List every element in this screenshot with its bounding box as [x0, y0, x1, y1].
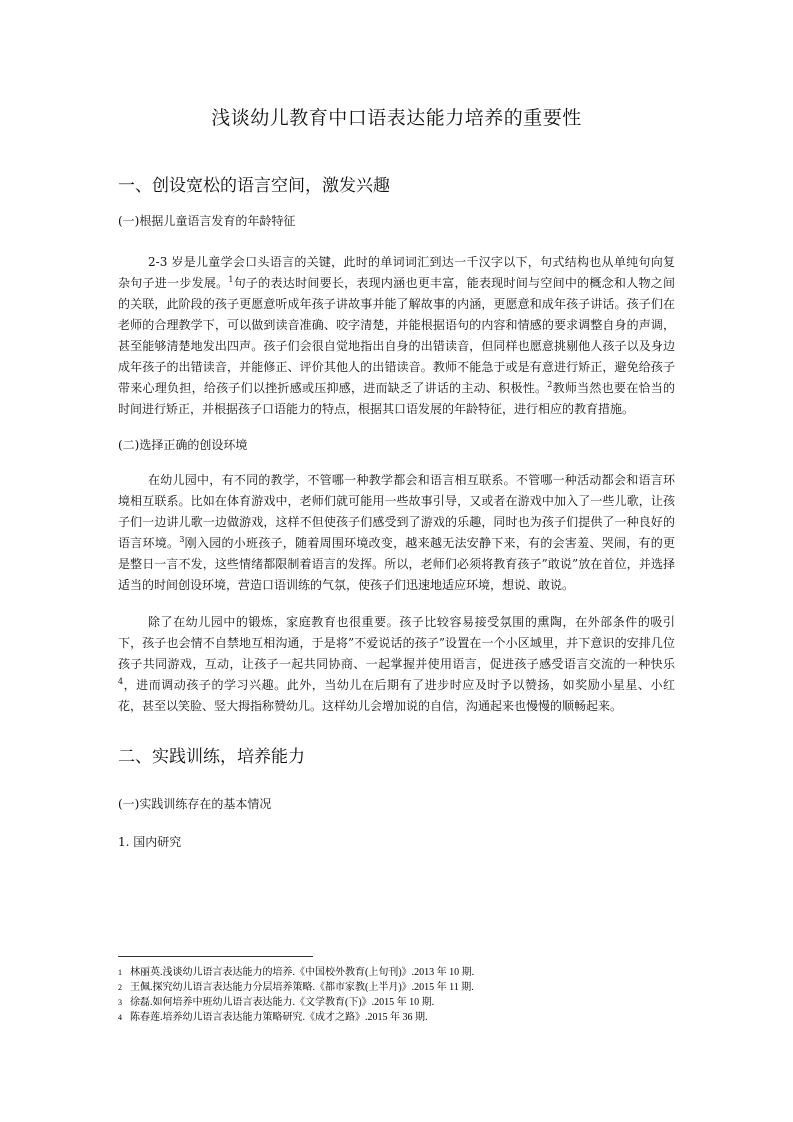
footnote-ref[interactable]: 1 — [228, 275, 234, 284]
section-1-1-heading: (一)根据儿童语言发育的年龄特征 — [118, 214, 296, 228]
section-2-1-1-heading: 1. 国内研究 — [118, 835, 182, 849]
footnote-divider — [118, 956, 313, 957]
footnote-ref[interactable]: 3 — [179, 535, 185, 544]
footnote-number: 3 — [118, 998, 122, 1007]
section-1-heading: 一、创设宽松的语言空间，激发兴趣 — [118, 176, 390, 196]
footnote-number: 4 — [118, 1013, 122, 1022]
footnote-item — [118, 995, 675, 1010]
paragraph-text: 2-3 岁是儿童学会口头语言的关键，此时的单词词汇到达一千汉字以下，句式结构也从单纯句向复杂句子进一步发展。 — [118, 255, 675, 290]
footnote-item — [118, 1010, 675, 1025]
paragraph-text: 句子的表达时间要长，表现内涵也更丰富，能表现时间与空间中的概念和人物之间的关联，此阶段的孩子更愿意听成年孩子讲故事并能了解故事的内涵，更愿意和成年孩子讲话。孩子们在老师的合理教学下，可以做到读音准确、咬字清楚，并能根据语句的内容和情感的要求调整自身的声调，甚至能够清楚地发出四声。孩子们会很自觉地指出自身的出错读音，但同样也愿意挑剔他人孩子以及身边成年孩子的出错读音，并能修正、评价其他人的出错读音。教师不能急于或是有意进行矫正，避免给孩子带来心理负担，给孩子们以挫折感或压抑感，进而缺乏了讲话的主动、积极性。 — [118, 276, 675, 395]
footnote-text: 王佩.探究幼儿语言表达能力分层培养策略.《都市家教(上半月)》.2015 年 11 期. — [130, 982, 474, 993]
section-1-2-heading: (二)选择正确的创设环境 — [118, 438, 248, 452]
paragraph-text: ，进而调动孩子的学习兴趣。此外，当幼儿在后期有了进步时应及时予以赞扬，如奖励小星星、小红花，甚至以笑脸、竖大拇指称赞幼儿。这样幼儿会增加说的自信，沟通起来也慢慢的顺畅起来。 — [118, 678, 675, 713]
section-2-heading: 二、实践训练，培养能力 — [118, 747, 305, 767]
footnote-text: 徐磊.如何培养中班幼儿语言表达能力.《文学教育(下)》.2015 年 10 期. — [130, 997, 435, 1008]
footnote-ref[interactable]: 4 — [118, 677, 124, 686]
footnote-item — [118, 980, 675, 995]
footnote-number: 2 — [118, 983, 122, 992]
footnote-item — [118, 965, 675, 980]
section-2-1-heading: (一)实践训练存在的基本情况 — [118, 797, 272, 811]
footnote-text: 林丽英.浅谈幼儿语言表达能力的培养.《中国校外教育(上旬刊)》.2013 年 10 期. — [130, 967, 475, 978]
footnotes — [118, 956, 675, 1025]
paragraph-text: 在幼儿园中，有不同的教学，不管哪一种教学都会和语言相互联系。不管哪一种活动都会和语言环境相互联系。比如在体育游戏中，老师们就可能用一些故事引导，又或者在游戏中加入了一些儿歌，让孩子们一边讲儿歌一边做游戏，这样不但使孩子们感受到了游戏的乐趣，同时也为孩子们提供了一种良好的语言环境。 — [118, 473, 675, 550]
paragraph — [118, 612, 675, 717]
paragraph-text: 刚入园的小班孩子，随着周围环境改变，越来越无法安静下来，有的会害羞、哭闹，有的更是整日一言不发，这些情绪都限制着语言的发挥。所以，老师们必须将教育孩子”敢说”放在首位，并选择适当的时间创设环境，营造口语训练的气氛，使孩子们迅速地适应环境，想说、敢说。 — [118, 536, 675, 592]
paragraph — [118, 252, 675, 420]
paragraph — [118, 470, 675, 596]
footnote-number: 1 — [118, 968, 122, 977]
paragraph-text: 除了在幼儿园中的锻炼，家庭教育也很重要。孩子比较容易接受氛围的熏陶，在外部条件的吸引下，孩子也会情不自禁地互相沟通，于是将”不爱说话的孩子”设置在一个小区域里，并下意识的安排几位孩子共同游戏，互动，让孩子一起共同协商、一起掌握并使用语言，促进孩子感受语言交流的一种快乐 — [118, 615, 675, 671]
paragraph-text: 教师当然也要在恰当的时间进行矫正，并根据孩子口语能力的特点，根据其口语发展的年龄特征，进行相应的教育措施。 — [118, 381, 675, 416]
footnote-text: 陈春莲.培养幼儿语言表达能力策略研究.《成才之路》.2015 年 36 期. — [130, 1012, 428, 1023]
footnote-ref[interactable]: 2 — [547, 380, 553, 389]
document-title: 浅谈幼儿教育中口语表达能力培养的重要性 — [211, 107, 582, 129]
